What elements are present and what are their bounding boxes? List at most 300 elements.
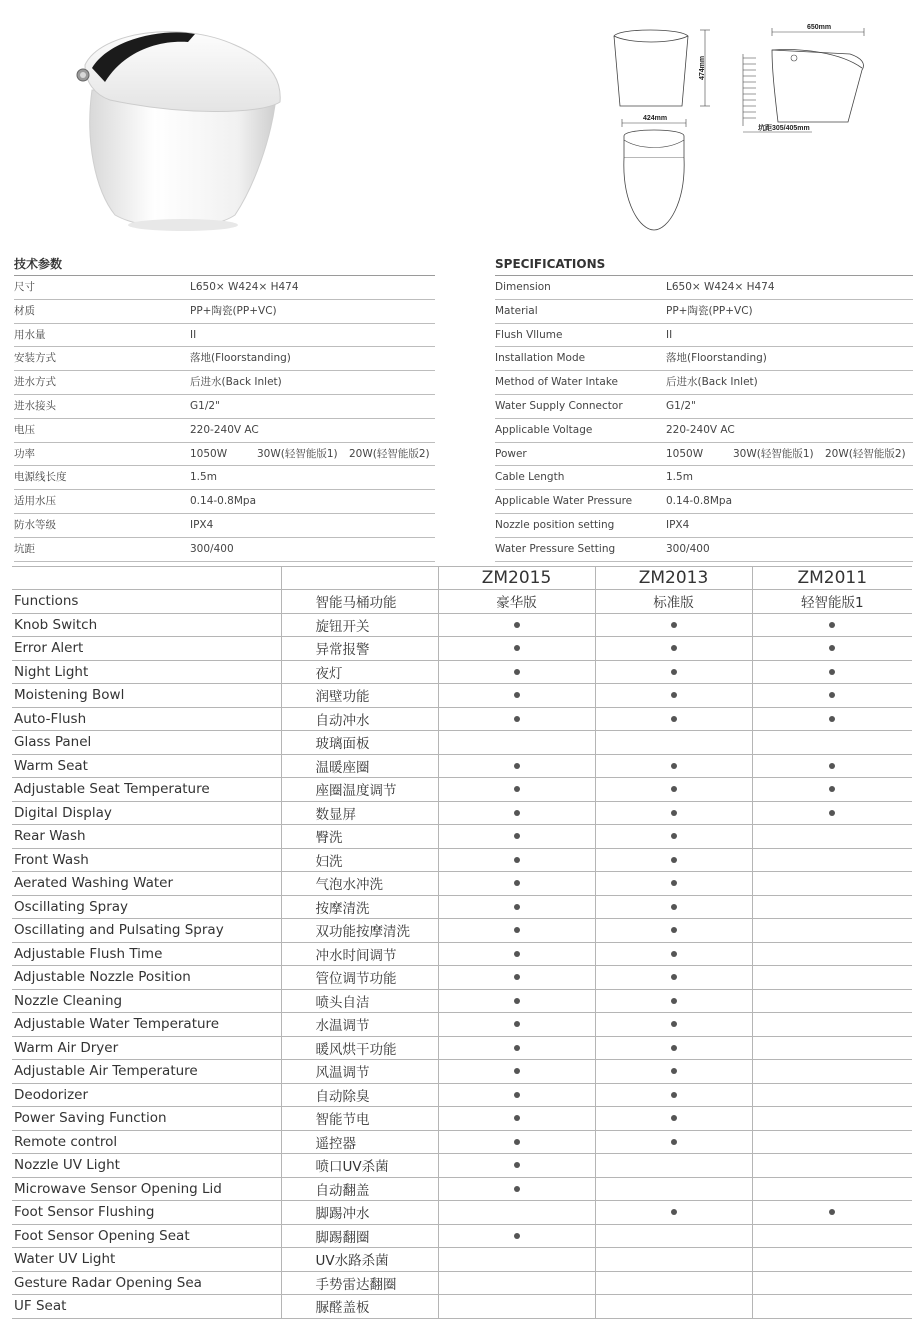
spec-label: Method of Water Intake (495, 376, 619, 389)
feature-included-dot-icon (514, 1021, 520, 1027)
feature-included-dot-icon (671, 1115, 677, 1121)
spec-label: Flush Vllume (495, 328, 563, 341)
function-row (12, 895, 912, 919)
spec-value: 后进水(Back Inlet) (190, 376, 282, 389)
function-name-en: Rear Wash (12, 825, 281, 849)
feature-cell-zm2015 (438, 1013, 595, 1037)
function-row (12, 707, 912, 731)
function-row (12, 1130, 912, 1154)
spec-value: 300/400 (666, 542, 710, 555)
function-name-cn: 风温调节 (281, 1060, 438, 1084)
model-zm2013: ZM2013 (595, 567, 752, 590)
feature-cell-zm2015 (438, 613, 595, 637)
feature-cell-zm2011 (752, 872, 912, 896)
function-row (12, 660, 912, 684)
feature-included-dot-icon (671, 998, 677, 1004)
model-zm2015: ZM2015 (438, 567, 595, 590)
functions-header-cn: 智能马桶功能 (281, 590, 438, 614)
spec-value: G1/2" (190, 399, 220, 412)
feature-cell-zm2011 (752, 1224, 912, 1248)
feature-cell-zm2015 (438, 731, 595, 755)
feature-cell-zm2015 (438, 801, 595, 825)
spec-value: 落地(Floorstanding) (190, 352, 291, 365)
feature-cell-zm2011 (752, 1036, 912, 1060)
feature-cell-zm2013 (595, 1060, 752, 1084)
feature-included-dot-icon (514, 810, 520, 816)
spec-row (14, 419, 435, 443)
feature-included-dot-icon (671, 1209, 677, 1215)
function-name-en: Oscillating and Pulsating Spray (12, 919, 281, 943)
spec-value: 1.5m (666, 471, 693, 484)
feature-cell-zm2015 (438, 825, 595, 849)
feature-cell-zm2011 (752, 801, 912, 825)
spec-label: 坑距 (14, 542, 35, 555)
spec-title-en: SPECIFICATIONS (495, 253, 913, 276)
spec-value: 1050W (666, 447, 704, 460)
feature-cell-zm2011 (752, 613, 912, 637)
function-name-en: Power Saving Function (12, 1107, 281, 1131)
feature-included-dot-icon (671, 810, 677, 816)
function-row (12, 778, 912, 802)
function-row (12, 942, 912, 966)
feature-included-dot-icon (514, 951, 520, 957)
spec-label: Water Supply Connector (495, 399, 623, 412)
spec-row (14, 466, 435, 490)
feature-cell-zm2011 (752, 1295, 912, 1319)
spec-label: 电压 (14, 423, 35, 436)
functions-header-en: Functions (12, 590, 281, 614)
feature-cell-zm2011 (752, 966, 912, 990)
function-name-cn: 旋钮开关 (281, 613, 438, 637)
feature-cell-zm2013 (595, 778, 752, 802)
feature-included-dot-icon (671, 833, 677, 839)
feature-cell-zm2015 (438, 989, 595, 1013)
function-name-en: Microwave Sensor Opening Lid (12, 1177, 281, 1201)
spec-row (495, 490, 913, 514)
edition-deluxe: 豪华版 (438, 590, 595, 614)
feature-included-dot-icon (514, 786, 520, 792)
function-name-en: Foot Sensor Opening Seat (12, 1224, 281, 1248)
feature-cell-zm2015 (438, 754, 595, 778)
spec-row (495, 371, 913, 395)
function-name-cn: 自动翻盖 (281, 1177, 438, 1201)
spec-value: 0.14-0.8Mpa (190, 495, 257, 508)
feature-cell-zm2015 (438, 848, 595, 872)
feature-included-dot-icon (671, 1021, 677, 1027)
spec-row (495, 514, 913, 538)
feature-included-dot-icon (514, 1092, 520, 1098)
feature-cell-zm2011 (752, 754, 912, 778)
feature-included-dot-icon (514, 1162, 520, 1168)
spec-label: Applicable Voltage (495, 423, 593, 436)
feature-cell-zm2011 (752, 1154, 912, 1178)
spec-value-lite1: 30W(轻智能版1) (733, 447, 814, 460)
spec-row (495, 347, 913, 371)
feature-included-dot-icon (514, 692, 520, 698)
feature-included-dot-icon (671, 692, 677, 698)
feature-cell-zm2013 (595, 801, 752, 825)
feature-included-dot-icon (514, 1045, 520, 1051)
spec-value: 1050W (190, 447, 228, 460)
feature-cell-zm2011 (752, 707, 912, 731)
feature-cell-zm2013 (595, 637, 752, 661)
spec-title-cn: 技术参数 (14, 253, 435, 276)
spec-value: II (190, 328, 197, 341)
functions-header-row (12, 590, 912, 614)
spec-value: L650× W424× H474 (666, 281, 775, 293)
feature-cell-zm2015 (438, 1201, 595, 1225)
function-row (12, 1154, 912, 1178)
spec-row (14, 514, 435, 538)
spec-label: Applicable Water Pressure (495, 495, 633, 508)
feature-cell-zm2015 (438, 778, 595, 802)
function-row (12, 1060, 912, 1084)
spec-row (14, 324, 435, 348)
function-name-en: Nozzle Cleaning (12, 989, 281, 1013)
feature-included-dot-icon (514, 1139, 520, 1145)
feature-cell-zm2015 (438, 1060, 595, 1084)
spec-label: Nozzle position setting (495, 518, 615, 531)
spec-row (495, 276, 913, 300)
spec-label: Power (495, 447, 527, 460)
spec-value: 220-240V AC (190, 423, 259, 436)
function-name-cn: 冲水时间调节 (281, 942, 438, 966)
feature-cell-zm2013 (595, 660, 752, 684)
function-name-en: Glass Panel (12, 731, 281, 755)
spec-value: 300/400 (190, 542, 234, 555)
feature-cell-zm2011 (752, 684, 912, 708)
feature-cell-zm2015 (438, 660, 595, 684)
feature-cell-zm2013 (595, 1295, 752, 1319)
feature-cell-zm2015 (438, 1248, 595, 1272)
feature-cell-zm2011 (752, 1201, 912, 1225)
spec-row (495, 419, 913, 443)
feature-cell-zm2015 (438, 1177, 595, 1201)
feature-included-dot-icon (514, 1233, 520, 1239)
spec-row (495, 324, 913, 348)
model-zm2011: ZM2011 (752, 567, 912, 590)
spec-label: 进水接头 (14, 399, 56, 412)
feature-included-dot-icon (829, 716, 835, 722)
feature-cell-zm2011 (752, 1271, 912, 1295)
function-name-cn: 暖风烘干功能 (281, 1036, 438, 1060)
spec-row (495, 443, 913, 467)
feature-cell-zm2011 (752, 989, 912, 1013)
feature-cell-zm2013 (595, 731, 752, 755)
feature-included-dot-icon (514, 669, 520, 675)
feature-included-dot-icon (671, 880, 677, 886)
function-name-en: Nozzle UV Light (12, 1154, 281, 1178)
feature-cell-zm2011 (752, 637, 912, 661)
feature-cell-zm2011 (752, 1083, 912, 1107)
feature-cell-zm2013 (595, 754, 752, 778)
feature-cell-zm2011 (752, 848, 912, 872)
feature-cell-zm2011 (752, 1060, 912, 1084)
feature-cell-zm2015 (438, 872, 595, 896)
feature-cell-zm2013 (595, 1201, 752, 1225)
function-row (12, 1248, 912, 1272)
feature-included-dot-icon (671, 763, 677, 769)
feature-included-dot-icon (829, 622, 835, 628)
product-image (70, 20, 300, 240)
feature-cell-zm2011 (752, 1013, 912, 1037)
spec-row (14, 347, 435, 371)
spec-value: 0.14-0.8Mpa (666, 495, 733, 508)
function-name-cn: 双功能按摩清洗 (281, 919, 438, 943)
function-row (12, 801, 912, 825)
feature-included-dot-icon (514, 927, 520, 933)
feature-included-dot-icon (514, 833, 520, 839)
function-name-en: Front Wash (12, 848, 281, 872)
feature-cell-zm2011 (752, 1130, 912, 1154)
feature-cell-zm2015 (438, 707, 595, 731)
spec-label: 材质 (14, 304, 35, 317)
spec-value: 落地(Floorstanding) (666, 352, 767, 365)
feature-included-dot-icon (671, 904, 677, 910)
function-name-en: Adjustable Water Temperature (12, 1013, 281, 1037)
blank-cell (12, 567, 281, 590)
function-name-cn: 自动除臭 (281, 1083, 438, 1107)
feature-cell-zm2015 (438, 684, 595, 708)
feature-included-dot-icon (671, 927, 677, 933)
spec-row (14, 538, 435, 562)
spec-row (495, 300, 913, 324)
feature-cell-zm2013 (595, 613, 752, 637)
function-row (12, 1013, 912, 1037)
feature-included-dot-icon (671, 786, 677, 792)
spec-table-en (495, 253, 913, 562)
function-row (12, 1201, 912, 1225)
function-name-en: Water UV Light (12, 1248, 281, 1272)
dim-rough-in-label: 坑距305/405mm (758, 125, 810, 132)
feature-included-dot-icon (671, 951, 677, 957)
spec-row (14, 276, 435, 300)
feature-included-dot-icon (514, 904, 520, 910)
spec-value: PP+陶瓷(PP+VC) (190, 304, 277, 317)
feature-cell-zm2015 (438, 895, 595, 919)
function-name-en: Adjustable Nozzle Position (12, 966, 281, 990)
feature-cell-zm2013 (595, 684, 752, 708)
feature-cell-zm2013 (595, 989, 752, 1013)
function-row (12, 919, 912, 943)
spec-value: 1.5m (190, 471, 217, 484)
function-name-en: UF Seat (12, 1295, 281, 1319)
function-name-cn: 脚踢冲水 (281, 1201, 438, 1225)
model-header-row (12, 567, 912, 590)
function-name-cn: 玻璃面板 (281, 731, 438, 755)
feature-cell-zm2013 (595, 1013, 752, 1037)
feature-cell-zm2013 (595, 1271, 752, 1295)
spec-label: Water Pressure Setting (495, 542, 616, 555)
function-name-en: Remote control (12, 1130, 281, 1154)
function-name-en: Error Alert (12, 637, 281, 661)
feature-cell-zm2011 (752, 919, 912, 943)
spec-value-lite2: 20W(轻智能版2) (825, 447, 906, 460)
function-name-cn: 妇洗 (281, 848, 438, 872)
function-name-cn: 管位调节功能 (281, 966, 438, 990)
function-name-en: Adjustable Seat Temperature (12, 778, 281, 802)
function-name-cn: 喷头自洁 (281, 989, 438, 1013)
function-name-en: Warm Seat (12, 754, 281, 778)
feature-cell-zm2013 (595, 919, 752, 943)
dimension-drawings (600, 18, 900, 238)
feature-included-dot-icon (671, 645, 677, 651)
function-row (12, 966, 912, 990)
feature-included-dot-icon (671, 1139, 677, 1145)
spec-row (495, 395, 913, 419)
spec-label: Cable Length (495, 471, 565, 484)
feature-included-dot-icon (514, 974, 520, 980)
spec-value: L650× W424× H474 (190, 281, 299, 293)
feature-cell-zm2015 (438, 637, 595, 661)
feature-included-dot-icon (514, 998, 520, 1004)
feature-cell-zm2013 (595, 942, 752, 966)
feature-cell-zm2013 (595, 1154, 752, 1178)
function-name-cn: 水温调节 (281, 1013, 438, 1037)
feature-included-dot-icon (829, 786, 835, 792)
feature-cell-zm2015 (438, 1130, 595, 1154)
spec-value: G1/2" (666, 399, 696, 412)
function-name-en: Aerated Washing Water (12, 872, 281, 896)
function-row (12, 1295, 912, 1319)
spec-row (14, 395, 435, 419)
feature-included-dot-icon (514, 716, 520, 722)
feature-cell-zm2013 (595, 872, 752, 896)
spec-label: 电源线长度 (14, 471, 67, 484)
feature-included-dot-icon (514, 622, 520, 628)
feature-cell-zm2015 (438, 1154, 595, 1178)
feature-included-dot-icon (829, 645, 835, 651)
function-name-en: Adjustable Flush Time (12, 942, 281, 966)
function-row (12, 1224, 912, 1248)
feature-cell-zm2011 (752, 731, 912, 755)
function-name-cn: 喷口UV杀菌 (281, 1154, 438, 1178)
function-row (12, 731, 912, 755)
feature-cell-zm2011 (752, 1107, 912, 1131)
spec-label: 进水方式 (14, 376, 56, 389)
dim-length-label: 650mm (807, 24, 832, 31)
function-name-cn: 夜灯 (281, 660, 438, 684)
feature-cell-zm2015 (438, 1036, 595, 1060)
spec-row (14, 443, 435, 467)
function-name-cn: 脚踢翻圈 (281, 1224, 438, 1248)
feature-included-dot-icon (829, 810, 835, 816)
spec-value: IPX4 (666, 518, 690, 531)
spec-label: Material (495, 304, 538, 317)
feature-cell-zm2013 (595, 966, 752, 990)
function-name-cn: 数显屏 (281, 801, 438, 825)
spec-row (495, 466, 913, 490)
function-row (12, 754, 912, 778)
feature-included-dot-icon (514, 1115, 520, 1121)
function-row (12, 825, 912, 849)
function-name-cn: 遥控器 (281, 1130, 438, 1154)
function-name-cn: 臀洗 (281, 825, 438, 849)
function-name-cn: 自动冲水 (281, 707, 438, 731)
function-row (12, 989, 912, 1013)
feature-cell-zm2013 (595, 1130, 752, 1154)
spec-value: 220-240V AC (666, 423, 735, 436)
function-name-cn: 异常报警 (281, 637, 438, 661)
feature-cell-zm2015 (438, 942, 595, 966)
function-name-en: Moistening Bowl (12, 684, 281, 708)
edition-lite: 轻智能版1 (752, 590, 912, 614)
feature-included-dot-icon (671, 974, 677, 980)
function-name-cn: 温暖座圈 (281, 754, 438, 778)
feature-cell-zm2011 (752, 660, 912, 684)
feature-cell-zm2011 (752, 825, 912, 849)
feature-included-dot-icon (671, 622, 677, 628)
feature-cell-zm2011 (752, 1248, 912, 1272)
feature-included-dot-icon (829, 669, 835, 675)
feature-included-dot-icon (671, 1092, 677, 1098)
feature-cell-zm2013 (595, 848, 752, 872)
spec-value-lite2: 20W(轻智能版2) (349, 447, 430, 460)
edition-standard: 标准版 (595, 590, 752, 614)
spec-table-cn (14, 253, 435, 562)
function-name-cn: UV水路杀菌 (281, 1248, 438, 1272)
feature-included-dot-icon (514, 857, 520, 863)
function-name-cn: 气泡水冲洗 (281, 872, 438, 896)
function-row (12, 1036, 912, 1060)
function-row (12, 637, 912, 661)
function-name-en: Deodorizer (12, 1083, 281, 1107)
feature-cell-zm2011 (752, 942, 912, 966)
functions-table (12, 566, 912, 1319)
spec-row (14, 490, 435, 514)
feature-cell-zm2013 (595, 1036, 752, 1060)
function-row (12, 1083, 912, 1107)
feature-cell-zm2013 (595, 825, 752, 849)
function-name-en: Knob Switch (12, 613, 281, 637)
spec-value: II (666, 328, 673, 341)
function-name-en: Digital Display (12, 801, 281, 825)
feature-included-dot-icon (829, 692, 835, 698)
feature-included-dot-icon (514, 1068, 520, 1074)
function-name-cn: 润壁功能 (281, 684, 438, 708)
blank-cell (281, 567, 438, 590)
feature-included-dot-icon (829, 1209, 835, 1215)
feature-cell-zm2013 (595, 1177, 752, 1201)
function-row (12, 1107, 912, 1131)
feature-included-dot-icon (671, 1045, 677, 1051)
spec-row (14, 371, 435, 395)
spec-value-lite1: 30W(轻智能版1) (257, 447, 338, 460)
feature-included-dot-icon (514, 763, 520, 769)
function-row (12, 872, 912, 896)
function-name-cn: 智能节电 (281, 1107, 438, 1131)
feature-cell-zm2015 (438, 919, 595, 943)
feature-cell-zm2013 (595, 1083, 752, 1107)
function-name-en: Oscillating Spray (12, 895, 281, 919)
feature-cell-zm2013 (595, 895, 752, 919)
spec-label: Installation Mode (495, 352, 586, 365)
spec-label: 适用水压 (14, 495, 56, 508)
feature-included-dot-icon (829, 763, 835, 769)
feature-cell-zm2015 (438, 1224, 595, 1248)
dim-height-label: 474mm (699, 55, 706, 80)
feature-cell-zm2015 (438, 966, 595, 990)
function-name-en: Warm Air Dryer (12, 1036, 281, 1060)
feature-included-dot-icon (514, 880, 520, 886)
feature-included-dot-icon (514, 645, 520, 651)
function-name-en: Auto-Flush (12, 707, 281, 731)
spec-label: 安装方式 (14, 352, 56, 365)
function-name-cn: 手势雷达翻圈 (281, 1271, 438, 1295)
feature-cell-zm2015 (438, 1271, 595, 1295)
function-name-cn: 脲醛盖板 (281, 1295, 438, 1319)
feature-cell-zm2015 (438, 1295, 595, 1319)
